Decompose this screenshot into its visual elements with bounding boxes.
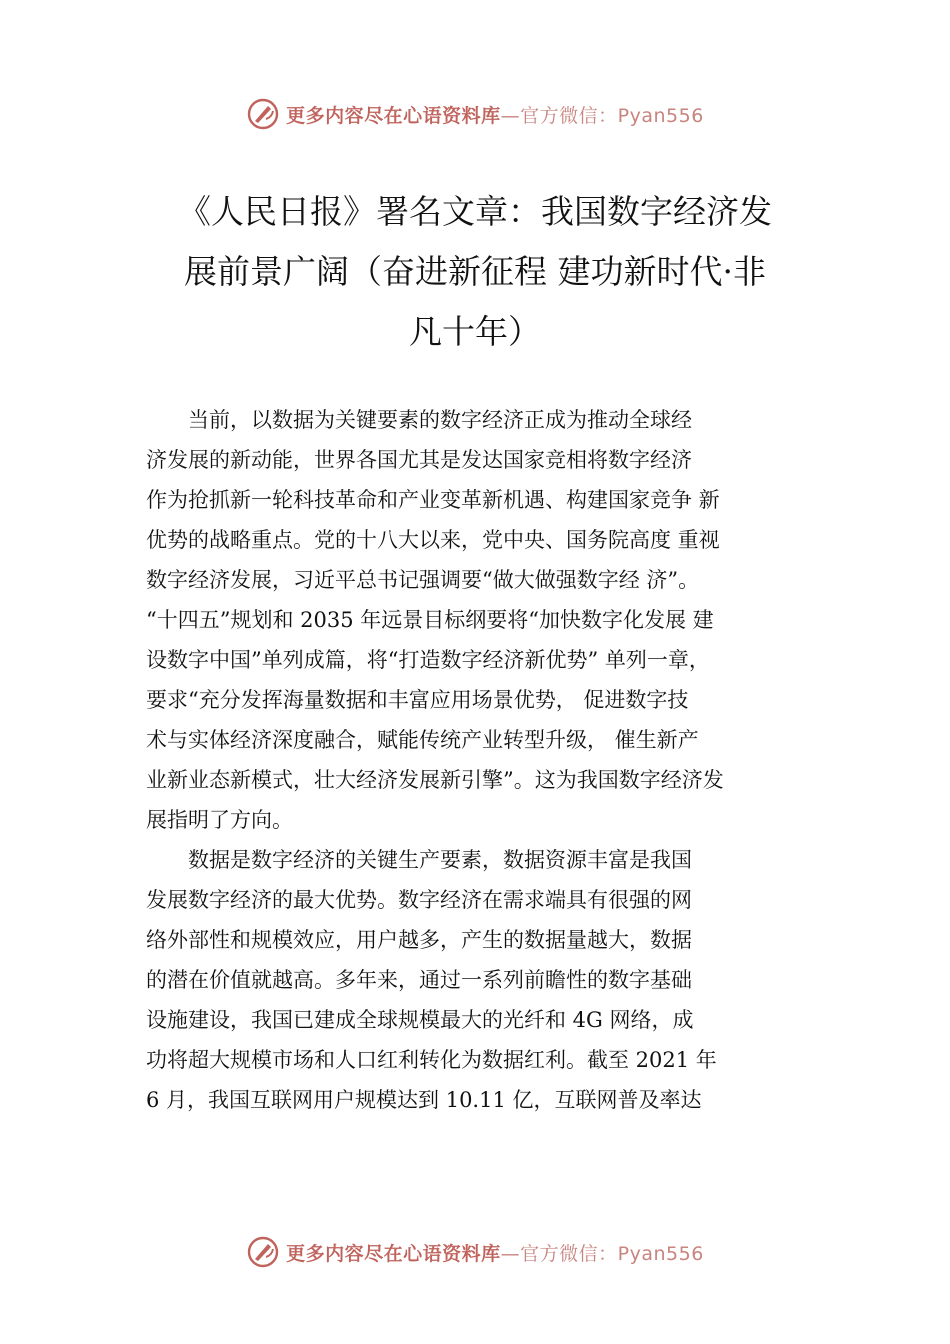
article-body (146, 400, 836, 1120)
body-line: 6 月，我国互联网用户规模达到 10.11 亿，互联网普及率达 (146, 1088, 702, 1112)
body-line: “十四五”规划和 2035 年远景目标纲要将“加快数字化发展 建 (146, 608, 714, 632)
body-line: 设施建设，我国已建成全球规模最大的光纤和 4G 网络，成 (146, 1008, 694, 1032)
body-line: 要求“充分发挥海量数据和丰富应用场景优势， 促进数字技 (146, 688, 689, 712)
title-line: 展前景广阔（奋进新征程 建功新时代·非 (184, 252, 766, 291)
body-line: 济发展的新动能，世界各国尤其是发达国家竞相将数字经济 (146, 448, 692, 472)
body-line: 设数字中国”单列成篇，将“打造数字经济新优势” 单列一章， (146, 648, 710, 672)
title-line: 《人民日报》署名文章：我国数字经济发 (178, 192, 772, 231)
body-line: 优势的战略重点。党的十八大以来，党中央、国务院高度 重视 (146, 528, 720, 552)
body-line: 作为抢抓新一轮科技革命和产业变革新机遇、构建国家竞争 新 (146, 488, 720, 512)
banner-brand: 更多内容尽在心语资料库 (286, 1242, 501, 1265)
banner-text (286, 1239, 704, 1266)
article-title (140, 182, 810, 362)
body-line: 业新业态新模式，壮大经济发展新引擎”。这为我国数字经济发 (146, 768, 724, 792)
banner-brand: 更多内容尽在心语资料库 (286, 104, 501, 127)
paragraph-2 (146, 840, 836, 1120)
banner-text (286, 101, 704, 128)
body-line: 发展数字经济的最大优势。数字经济在需求端具有很强的网 (146, 888, 692, 912)
footer-banner (0, 1232, 950, 1272)
body-line: 展指明了方向。 (146, 808, 293, 832)
title-line: 凡十年） (409, 312, 541, 351)
quill-seal-icon (246, 97, 280, 131)
header-banner (0, 94, 950, 134)
body-line: 数据是数字经济的关键生产要素，数据资源丰富是我国 (146, 848, 692, 872)
body-line: 数字经济发展，习近平总书记强调要“做大做强数字经 济”。 (146, 568, 700, 592)
banner-contact: —官方微信：Pyan556 (500, 104, 704, 127)
body-line: 络外部性和规模效应，用户越多，产生的数据量越大，数据 (146, 928, 692, 952)
body-line: 的潜在价值就越高。多年来，通过一系列前瞻性的数字基础 (146, 968, 692, 992)
body-line: 术与实体经济深度融合，赋能传统产业转型升级， 催生新产 (146, 728, 699, 752)
body-line: 当前，以数据为关键要素的数字经济正成为推动全球经 (146, 408, 692, 432)
body-line: 功将超大规模市场和人口红利转化为数据红利。截至 2021 年 (146, 1048, 717, 1072)
paragraph-1 (146, 400, 836, 840)
banner-contact: —官方微信：Pyan556 (500, 1242, 704, 1265)
quill-seal-icon (246, 1235, 280, 1269)
